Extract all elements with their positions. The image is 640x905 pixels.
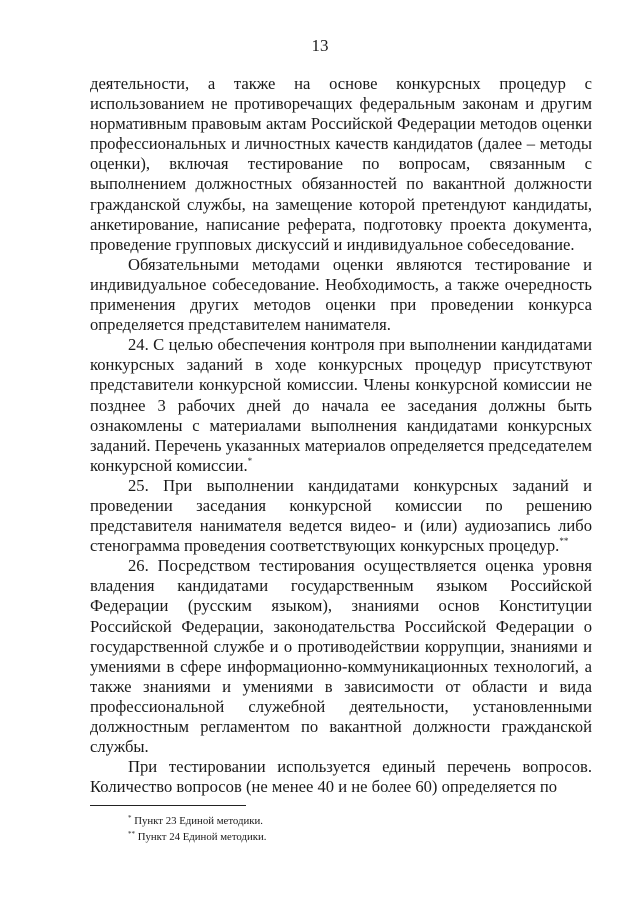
paragraph-mandatory-methods <box>90 255 592 335</box>
paragraph-text: 25. При выполнении кандидатами конкурсных заданий и проведении заседания конкурсной комиссии по решению представителя нанимателя ведется видео- и (или) аудиозапись либо стенограмма проведения соответствующих конкурсных процедур. <box>90 475 592 556</box>
paragraph-continuation <box>90 74 592 255</box>
footnotes <box>128 813 267 845</box>
footnote-mark: * <box>128 814 132 822</box>
paragraph-text: 26. Посредством тестирования осуществляется оценка уровня владения кандидатами государственным языком Российской Федерации (русским языком), знаниями основ Конституции Российской Федерации, законодательства Российской Федерации о государственной службе и о противодействии коррупции, знаниями и умениями в сфере информационно-коммуникационных технологий, а также знаниями и умениями в зависимости от области и вида профессиональной служебной деятельности, установленными должностным регламентом по вакантной должности гражданской службы. <box>90 556 592 757</box>
paragraph-text: При тестировании используется единый перечень вопросов. Количество вопросов (не менее 40 и не более 60) определяется по <box>90 757 592 797</box>
footnote-reference: * <box>247 455 253 466</box>
footnote-separator <box>90 805 246 806</box>
footnote-item <box>128 829 267 845</box>
page-number: 13 <box>311 36 329 55</box>
paragraph-text: Обязательными методами оценки являются тестирование и индивидуальное собеседование. Необходимость, а также очередность применения других методов оценки при проведении конкурса определяется представителем нанимателя. <box>90 254 592 335</box>
paragraph-item-26 <box>90 556 592 757</box>
paragraph-testing <box>90 757 592 797</box>
footnote-item <box>128 813 267 829</box>
paragraph-item-25 <box>90 476 592 556</box>
paragraph-item-24 <box>90 335 592 476</box>
footnote-text: Пункт 23 Единой методики. <box>134 815 263 827</box>
paragraph-text: деятельности, а также на основе конкурсных процедур с использованием не противоречащих федеральным законам и другим нормативным правовым актам Российской Федерации методов оценки профессиональных и личностных качеств кандидатов (далее – методы оценки), включая тестирование по вопросам, связанным с выполнением должностных обязанностей по вакантной должности гражданской службы, на замещение которой претендуют кандидаты, анкетирование, написание реферата, подготовку проекта документа, проведение групповых дискуссий и индивидуальное собеседование. <box>90 74 592 254</box>
footnote-text: Пункт 24 Единой методики. <box>137 831 267 843</box>
footnote-reference: ** <box>559 536 569 547</box>
paragraph-text: 24. С целью обеспечения контроля при выполнении кандидатами конкурсных заданий в ходе конкурсных процедур присутствуют представители конкурсной комиссии. Члены конкурсной комиссии не позднее 3 рабочих дней до начала ее заседания должны быть ознакомлены с материалами выполнения кандидатами конкурсных заданий. Перечень указанных материалов определяется председателем конкурсной комиссии. <box>90 335 592 475</box>
body-text <box>90 74 592 797</box>
footnote-mark: ** <box>128 830 135 838</box>
